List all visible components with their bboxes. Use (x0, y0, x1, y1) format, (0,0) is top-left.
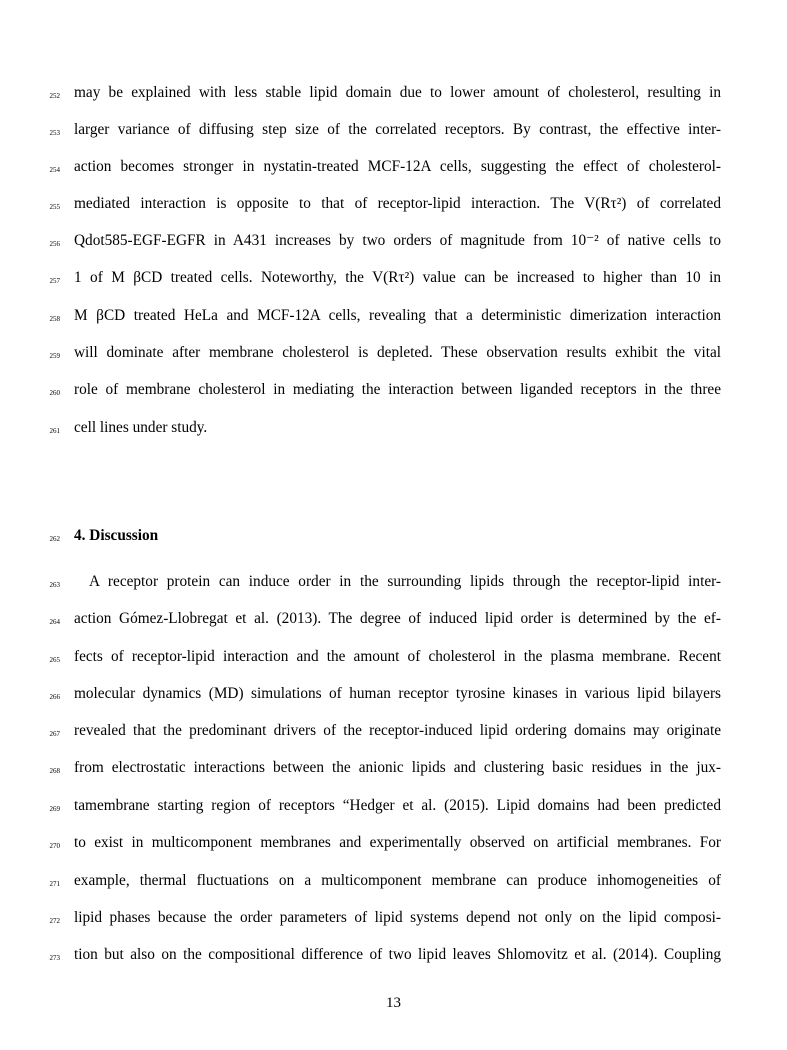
line-number: 264 (49, 618, 60, 626)
text-line (0, 268, 787, 290)
text-line (0, 758, 787, 780)
line-number: 270 (49, 842, 60, 850)
line-number: 272 (49, 917, 60, 925)
line-number: 255 (49, 203, 60, 211)
line-text: molecular dynamics (MD) simulations of human receptor tyrosine kinases in various lipid bilayers (74, 685, 721, 702)
line-text: tamembrane starting region of receptors “Hedger et al. (2015). Lipid domains had been predicted (74, 797, 721, 814)
line-number: 273 (49, 954, 60, 962)
text-line (0, 157, 787, 179)
text-line (0, 120, 787, 142)
line-number: 259 (49, 352, 60, 360)
line-text: fects of receptor-lipid interaction and the amount of cholesterol in the plasma membrane. Recent (74, 648, 721, 665)
text-line (0, 572, 787, 594)
line-text: may be explained with less stable lipid domain due to lower amount of cholesterol, resulting in (74, 84, 721, 101)
line-number: 262 (49, 535, 60, 543)
text-line (0, 380, 787, 402)
line-text: A receptor protein can induce order in the surrounding lipids through the receptor-lipid inter- (89, 573, 721, 590)
line-text: larger variance of diffusing step size of the correlated receptors. By contrast, the effective inter- (74, 121, 721, 138)
text-line (0, 231, 787, 253)
line-number: 263 (49, 581, 60, 589)
text-line (0, 871, 787, 893)
line-number: 253 (49, 129, 60, 137)
line-number: 267 (49, 730, 60, 738)
line-text: cell lines under study. (74, 419, 208, 436)
line-number: 271 (49, 880, 60, 888)
line-number: 265 (49, 656, 60, 664)
line-number: 258 (49, 315, 60, 323)
text-line (0, 343, 787, 365)
text-line (0, 833, 787, 855)
text-line (0, 647, 787, 669)
text-line (0, 194, 787, 216)
line-text: Qdot585-EGF-EGFR in A431 increases by two orders of magnitude from 10⁻² of native cells to (74, 232, 721, 249)
line-text: revealed that the predominant drivers of the receptor-induced lipid ordering domains may originate (74, 722, 721, 739)
line-number: 254 (49, 166, 60, 174)
text-line (0, 721, 787, 743)
text-line (0, 908, 787, 930)
line-text: M βCD treated HeLa and MCF-12A cells, revealing that a deterministic dimerization interaction (74, 307, 721, 324)
page-number: 13 (386, 995, 401, 1011)
section-heading (0, 526, 787, 548)
line-number: 266 (49, 693, 60, 701)
text-line (0, 684, 787, 706)
section-title: 4. Discussion (74, 527, 159, 544)
line-text: action becomes stronger in nystatin-treated MCF-12A cells, suggesting the effect of cholesterol- (74, 158, 721, 175)
line-number: 257 (49, 277, 60, 285)
text-line (0, 945, 787, 967)
text-line (0, 609, 787, 631)
line-number: 260 (49, 389, 60, 397)
line-text: role of membrane cholesterol in mediating the interaction between liganded receptors in the three (74, 381, 721, 398)
line-text: 1 of M βCD treated cells. Noteworthy, the V(Rτ²) value can be increased to higher than 10 in (74, 269, 721, 286)
line-text: tion but also on the compositional difference of two lipid leaves Shlomovitz et al. (2014). Coupling (74, 946, 721, 963)
text-line (0, 796, 787, 818)
line-number: 268 (49, 767, 60, 775)
line-text: from electrostatic interactions between the anionic lipids and clustering basic residues in the jux- (74, 759, 721, 776)
text-line (0, 306, 787, 328)
line-text: will dominate after membrane cholesterol is depleted. These observation results exhibit the vital (74, 344, 721, 361)
text-line (0, 83, 787, 105)
line-text: lipid phases because the order parameters of lipid systems depend not only on the lipid composi- (74, 909, 721, 926)
line-number: 252 (49, 92, 60, 100)
line-number: 256 (49, 240, 60, 248)
text-line (0, 418, 787, 440)
line-number: 269 (49, 805, 60, 813)
line-text: mediated interaction is opposite to that of receptor-lipid interaction. The V(Rτ²) of correlated (74, 195, 721, 212)
line-text: example, thermal fluctuations on a multicomponent membrane can produce inhomogeneities of (74, 872, 721, 889)
line-number: 261 (49, 427, 60, 435)
line-text: action Gómez-Llobregat et al. (2013). The degree of induced lipid order is determined by the ef- (74, 610, 721, 627)
line-text: to exist in multicomponent membranes and experimentally observed on artificial membranes. For (74, 834, 721, 851)
